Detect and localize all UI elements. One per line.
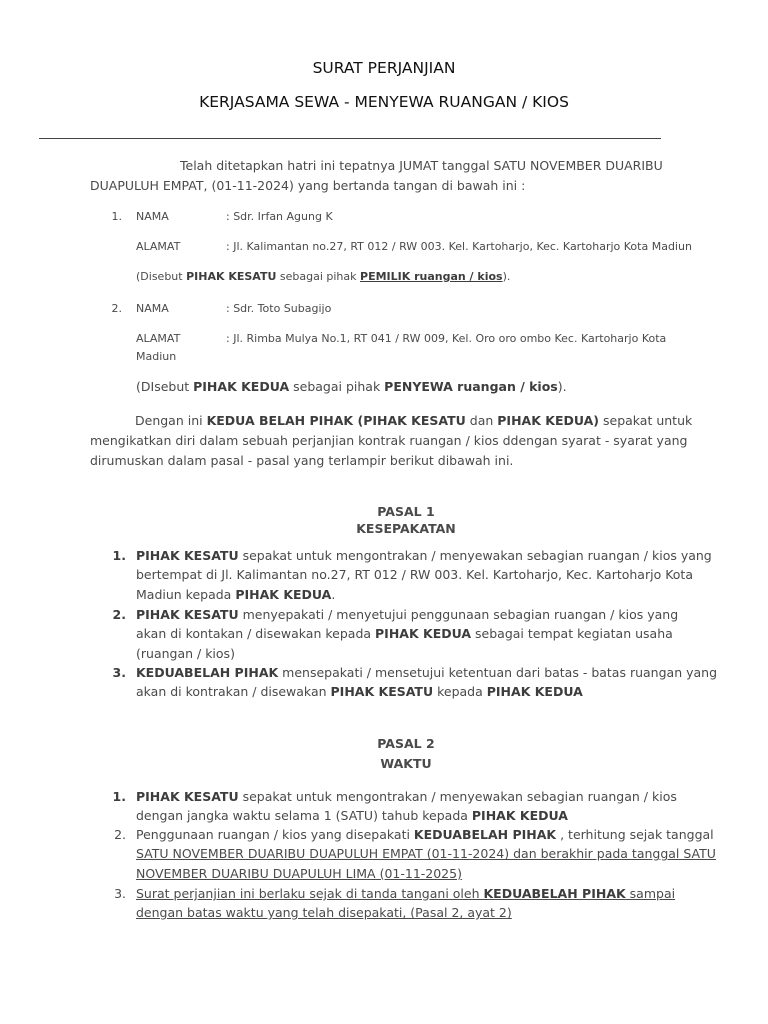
pasal-1-heading: PASAL 1 [377, 504, 435, 519]
party-2-number: 2. [111, 302, 122, 315]
party-2-address-label: ALAMAT [136, 332, 181, 345]
party-2-address-value: : Jl. Rimba Mulya No.1, RT 041 / RW 009, Kel. Oro oro ombo Kec. Kartoharjo Kota [226, 332, 667, 345]
agreement-paragraph: Dengan ini KEDUA BELAH PIHAK (PIHAK KESATU dan PIHAK KEDUA) sepakat untuk mengikatkan diri dalam sebuah perjanjian kontrak ruangan / kios ddengan syarat - syarat yang dirumuskan dalam pasal - pasal yang terlampir berikut dibawah ini. [90, 413, 693, 468]
party-1-address-label: ALAMAT [136, 240, 181, 253]
party-2-name-label: NAMA [136, 302, 169, 315]
pasal-1-subheading: KESEPAKATAN [356, 521, 456, 536]
pasal-2-heading: PASAL 2 [377, 736, 435, 751]
document-title: SURAT PERJANJIAN [312, 59, 456, 77]
intro-paragraph: Telah ditetapkan hatri ini tepatnya JUMAT tanggal SATU NOVEMBER DUARIBU DUAPULUH EMPAT, (01-11-2024) yang bertanda tangan di bawah ini : [90, 158, 663, 193]
document-page: SURAT PERJANJIAN KERJASAMA SEWA - MENYEWA RUANGAN / KIOS Telah ditetapkan hatri ini tepatnya JUMAT tanggal SATU NOVEMBER DUARIBU DUAPULUH EMPAT, (01-11-2024) yang bertanda tangan di bawah ini : 1. NAMA : Sdr. Irfan Agung K ALAMAT : Jl. Kalimantan no.27, RT 012 / RW 003. Kel. Kartoharjo, Kec. Kartoharjo Kota Madiun (Disebut PIHAK KESATU sebagai pihak PEMILIK ruangan / kios). 2. NAMA : Sdr. Toto Subagijo ALAMAT : Jl. Rimba Mulya No.1, RT 041 / RW 009, Kel. Oro oro ombo Kec. Kartoharjo Kota Madiun (DIsebut PIHAK KEDUA sebagai pihak PENYEWA ruangan / kios). Dengan ini KEDUA BELAH PIHAK (PIHAK KESATU dan PIHAK KEDUA) sepakat untuk mengikatkan diri dalam sebuah perjanjian kontrak ruangan / kios ddengan syarat - syarat yang dirumuskan dalam pasal - pasal yang terlampir berikut dibawah ini. PASAL 1 KESEPAKATAN 1. PIHAK KESATU sepakat untuk mengontrakan / menyewakan sebagian ruangan / kios yang bertempat di Jl. Kalimantan no.27, RT 012 / RW 003. Kel. Kartoharjo, Kec. Kartoharjo Kota Madiun kepada PIHAK KEDUA. 2. PIHAK KESATU menyepakati / menyetujui penggunaan sebagian ruangan / kios yang akan di kontakan / disewakan kepada PIHAK KEDUA sebagai tempat kegiatan usaha (ruangan / kios) 3. KEDUABELAH PIHAK mensepakati / mensetujui ketentuan dari batas - batas ruangan yang akan di kontrakan / disewakan PIHAK KESATU kepada PIHAK KEDUA PASAL 2 WAKTU 1. PIHAK KESATU sepakat untuk mengontrakan / menyewakan sebagian ruangan / kios dengan jangka waktu selama 1 (SATU) tahub kepada PIHAK KEDUA 2. Penggunaan ruangan / kios yang disepakati KEDUABELAH PIHAK , terhitung sejak tanggal SATU NOVEMBER DUARIBU DUAPULUH EMPAT (01-11-2024) dan berakhir pada tanggal SATU NOVEMBER DUARIBU DUAPULUH LIMA (01-11-2025) 3. Surat perjanjian ini berlaku sejak di tanda tangani oleh KEDUABELAH PIHAK sampai dengan batas waktu yang telah disepakati, (Pasal 2, ayat 2) [0, 0, 768, 1024]
party-2-role-note: (DIsebut PIHAK KEDUA sebagai pihak PENYEWA ruangan / kios). [136, 379, 567, 394]
party-1-address-value: : Jl. Kalimantan no.27, RT 012 / RW 003. Kel. Kartoharjo, Kec. Kartoharjo Kota Madiun [226, 240, 692, 253]
party-1-number: 1. [111, 210, 122, 223]
party-2-address-continued: Madiun [136, 350, 177, 363]
party-1-role-note: (Disebut PIHAK KESATU sebagai pihak PEMILIK ruangan / kios). [136, 270, 511, 283]
party-1-name-label: NAMA [136, 210, 169, 223]
party-2-name-value: : Sdr. Toto Subagijo [226, 302, 332, 315]
title-divider [39, 138, 661, 139]
pasal-2-subheading: WAKTU [380, 756, 432, 771]
party-1-name-value: : Sdr. Irfan Agung K [226, 210, 333, 223]
document-subtitle: KERJASAMA SEWA - MENYEWA RUANGAN / KIOS [199, 93, 569, 111]
